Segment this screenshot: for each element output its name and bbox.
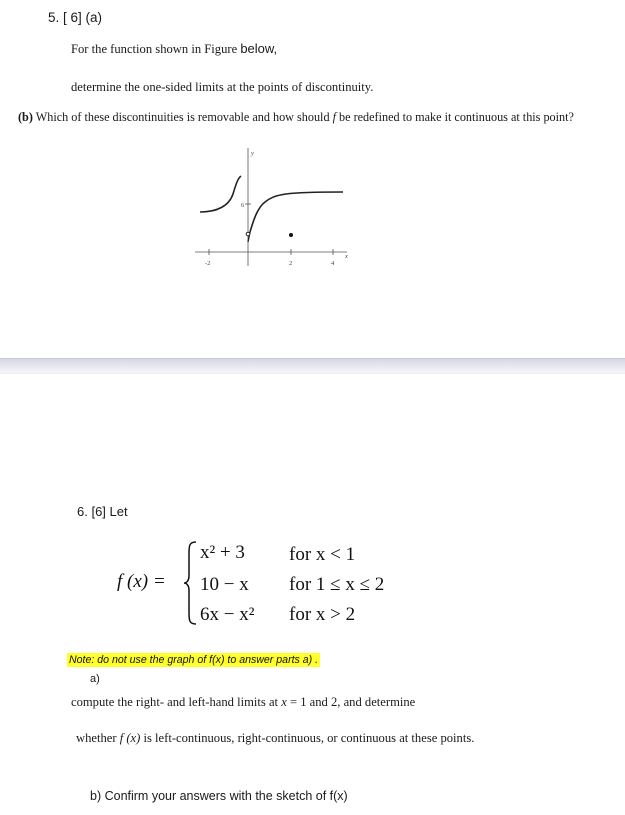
- q5-part-b-text-2: be redefined to make it continuous at this point?: [339, 110, 574, 124]
- q5-part-b-f: f: [332, 110, 336, 124]
- q6-part-a-line1: [71, 695, 415, 710]
- y-axis-label: y: [251, 150, 254, 157]
- x-tick-label-4: 4: [331, 260, 335, 267]
- q6-fx-lhs: f (x) =: [117, 571, 166, 592]
- x-tick-label-neg2: -2: [205, 260, 211, 267]
- q6-part-a-line2-a: whether: [76, 731, 117, 745]
- q6-part-b: b) Confirm your answers with the sketch of f(x): [90, 789, 348, 803]
- q6-note-text: Note: do not use the graph of f(x) to answer parts a) .: [69, 654, 319, 666]
- y-tick-label-6: 6: [241, 202, 245, 209]
- q5-header: 5. [ 6] (a): [48, 10, 103, 25]
- q6-case-3-expr: 6x − x²: [200, 604, 255, 625]
- q5-part-b-label: (b): [18, 110, 33, 124]
- curve-left-branch: [200, 176, 241, 212]
- curve-right-branch: [250, 192, 343, 232]
- q5-figure: [195, 146, 355, 272]
- q6-part-a-line2-f: f (x): [119, 731, 141, 745]
- q6-case-1-cond: for x < 1: [289, 544, 356, 565]
- q6-part-a-line1-b: = 1 and 2, and determine: [289, 695, 416, 709]
- q6-case-1-expr: x² + 3: [200, 542, 245, 563]
- q6-part-a-line2-b: is left-continuous, right-continuous, or continuous at these points.: [143, 731, 475, 745]
- x-tick-label-2: 2: [289, 260, 293, 267]
- q6-part-a-line1-x: x: [281, 695, 287, 709]
- q5-part-b-text-1: Which of these discontinuities is removable and how should: [35, 110, 330, 124]
- q5-line1: [71, 41, 277, 57]
- q5-line1-suffix: below,: [240, 41, 278, 56]
- q6-case-2-expr: 10 − x: [200, 574, 249, 595]
- q5-line2: determine the one-sided limits at the points of discontinuity.: [71, 80, 374, 94]
- open-point: [246, 232, 250, 236]
- q6-part-a-label: a): [90, 673, 100, 685]
- q6-case-3-cond: for x > 2: [289, 604, 356, 625]
- q6-part-a-line1-a: compute the right- and left-hand limits at: [71, 695, 279, 709]
- q6-left-brace: [182, 540, 200, 626]
- q6-case-2-cond: for 1 ≤ x ≤ 2: [289, 574, 385, 595]
- x-axis-label: x: [345, 253, 348, 260]
- q5-line1-prefix: For the function shown in Figure: [71, 42, 238, 56]
- filled-point: [289, 233, 293, 237]
- q6-note: [67, 650, 320, 668]
- q5-part-b: [18, 110, 574, 125]
- q6-header: 6. [6] Let: [77, 504, 128, 519]
- q6-part-a-line2: [76, 731, 474, 746]
- section-divider: [0, 358, 625, 374]
